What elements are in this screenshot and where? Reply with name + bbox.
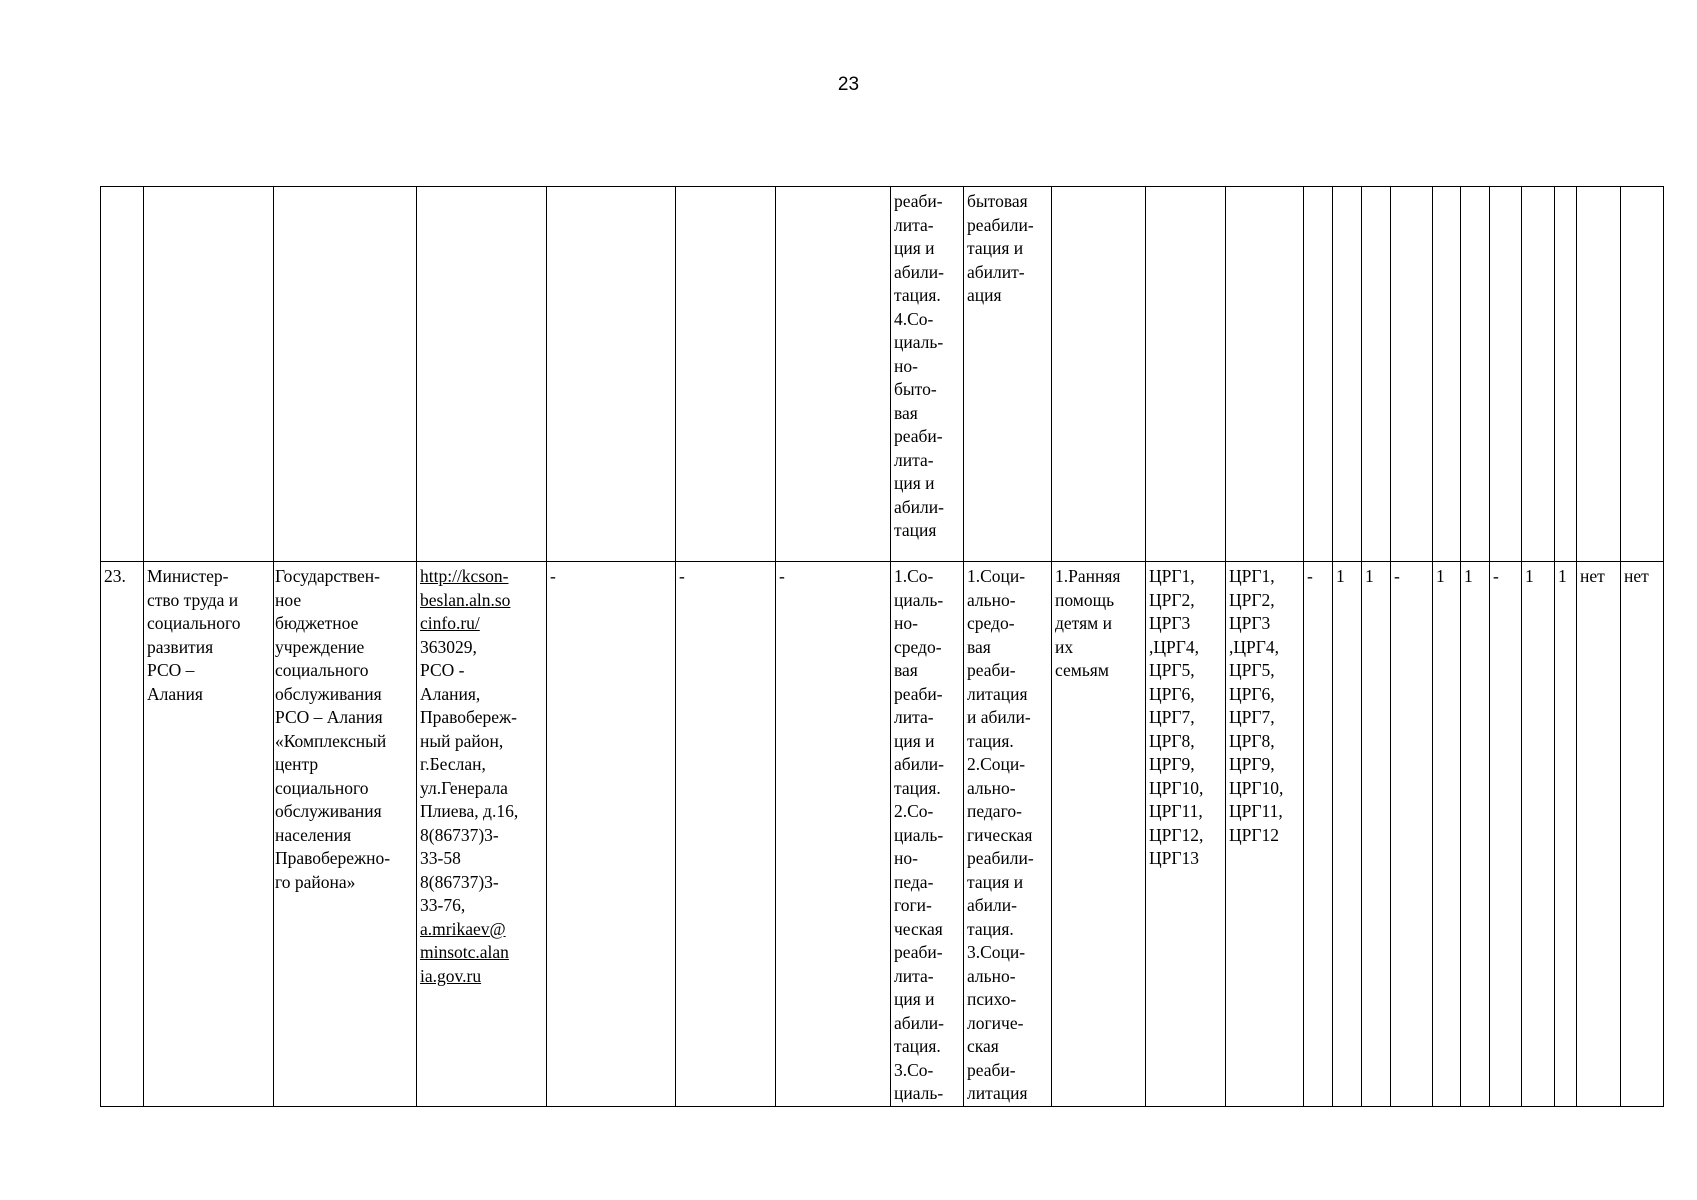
row-number: 23.	[104, 566, 126, 586]
early-help-text: 1.Ранняя помощь детям и их семьям	[1055, 566, 1121, 680]
flag-value: 1	[1336, 566, 1345, 586]
cell-flag	[1333, 187, 1362, 562]
cell-flag	[1522, 562, 1555, 1107]
table-row-23	[101, 562, 1664, 1107]
cell-ministry	[144, 562, 274, 1107]
cell-col6	[676, 562, 776, 1107]
target-groups-a-text: ЦРГ1, ЦРГ2, ЦРГ3 ,ЦРГ4, ЦРГ5, ЦРГ6, ЦРГ7, ЦРГ8, ЦРГ9, ЦРГ10, ЦРГ11, ЦРГ12, ЦРГ13	[1149, 566, 1204, 868]
flag-value: 1	[1558, 566, 1567, 586]
rehab-types-text: бытовая реабили- тация и абилит- ация	[967, 191, 1034, 305]
rehab-types-short-text: реаби- лита- ция и абили- тация. 4.Со- циаль- но- быто- вая реаби- лита- ция и абили- тация	[894, 191, 944, 540]
cell-flag	[1362, 562, 1391, 1107]
cell-no-2	[1621, 562, 1664, 1107]
cell-flag	[1490, 187, 1522, 562]
cell-number	[101, 187, 144, 562]
email-link[interactable]: a.mrikaev@ minsotc.alan ia.gov.ru	[420, 918, 509, 986]
cell-flag	[1433, 187, 1461, 562]
cell-col7	[776, 562, 891, 1107]
cell-contacts	[417, 562, 547, 1107]
cell-rehab-types-short	[891, 562, 964, 1107]
cell-flag	[1433, 562, 1461, 1107]
cell-target-groups-a	[1146, 187, 1226, 562]
flag-value: 1	[1436, 566, 1445, 586]
cell-early-help	[1052, 187, 1146, 562]
cell-flag	[1333, 562, 1362, 1107]
no-value: нет	[1580, 566, 1605, 586]
cell-flag	[1461, 562, 1490, 1107]
cell-number	[101, 562, 144, 1107]
cell-contacts	[417, 187, 547, 562]
cell-target-groups-a	[1146, 562, 1226, 1107]
cell-flag	[1304, 187, 1333, 562]
address-text: 363029, РСО - Алания, Правобереж- ный район, г.Беслан, ул.Генерала Плиева, д.16, 8(86737)3- 33-58 8(86737)3- 33-76,	[420, 636, 519, 915]
cell-no-1	[1577, 562, 1621, 1107]
col7-text: -	[779, 566, 785, 586]
flag-value: -	[1493, 566, 1499, 586]
no-value: нет	[1624, 566, 1649, 586]
cell-flag	[1490, 562, 1522, 1107]
cell-flag	[1391, 187, 1433, 562]
cell-col5	[547, 187, 676, 562]
cell-ministry	[144, 187, 274, 562]
rehab-types-text: 1.Соци- ально- средо- вая реаби- литация и абили- тация. 2.Соци- ально- педаго- гическая реабили- тация и абили- тация. 3.Соци- ально- психо- логиче- ская реаби- литация	[967, 566, 1034, 1103]
cell-organization	[274, 187, 417, 562]
cell-flag	[1555, 562, 1577, 1107]
cell-early-help	[1052, 562, 1146, 1107]
cell-organization	[274, 562, 417, 1107]
ministry-text: Министер- ство труда и социального развития РСО – Алания	[147, 566, 241, 704]
registry-table	[100, 186, 1664, 1107]
page-number: 23	[837, 74, 860, 95]
table-row-continuation	[101, 187, 1664, 562]
cell-rehab-types-short	[891, 187, 964, 562]
flag-value: 1	[1525, 566, 1534, 586]
cell-flag	[1391, 562, 1433, 1107]
target-groups-b-text: ЦРГ1, ЦРГ2, ЦРГ3 ,ЦРГ4, ЦРГ5, ЦРГ6, ЦРГ7, ЦРГ8, ЦРГ9, ЦРГ10, ЦРГ11, ЦРГ12	[1229, 566, 1284, 845]
flag-value: 1	[1464, 566, 1473, 586]
cell-rehab-types	[964, 187, 1052, 562]
cell-flag	[1362, 187, 1391, 562]
cell-col5	[547, 562, 676, 1107]
cell-col6	[676, 187, 776, 562]
cell-rehab-types	[964, 562, 1052, 1107]
col5-text: -	[550, 566, 556, 586]
flag-value: -	[1307, 566, 1313, 586]
cell-flag	[1555, 187, 1577, 562]
cell-target-groups-b	[1226, 562, 1304, 1107]
col6-text: -	[679, 566, 685, 586]
rehab-types-short-text: 1.Со- циаль- но- средо- вая реаби- лита- ция и абили- тация. 2.Со- циаль- но- педа- гоги- ческая реаби- лита- ция и абили- тация. 3.Со- циаль-	[894, 566, 944, 1103]
flag-value: 1	[1365, 566, 1374, 586]
website-link[interactable]: http://kcson- beslan.aln.so cinfo.ru/	[420, 566, 511, 633]
cell-flag	[1522, 187, 1555, 562]
cell-col7	[776, 187, 891, 562]
cell-flag	[1304, 562, 1333, 1107]
flag-value: -	[1394, 566, 1400, 586]
cell-no-2	[1621, 187, 1664, 562]
cell-flag	[1461, 187, 1490, 562]
cell-target-groups-b	[1226, 187, 1304, 562]
cell-no-1	[1577, 187, 1621, 562]
organization-text: Государствен- ное бюджетное учреждение социального обслуживания РСО – Алания «Комплексный центр социального обслуживания населения Правобережно- го района»	[275, 566, 391, 892]
